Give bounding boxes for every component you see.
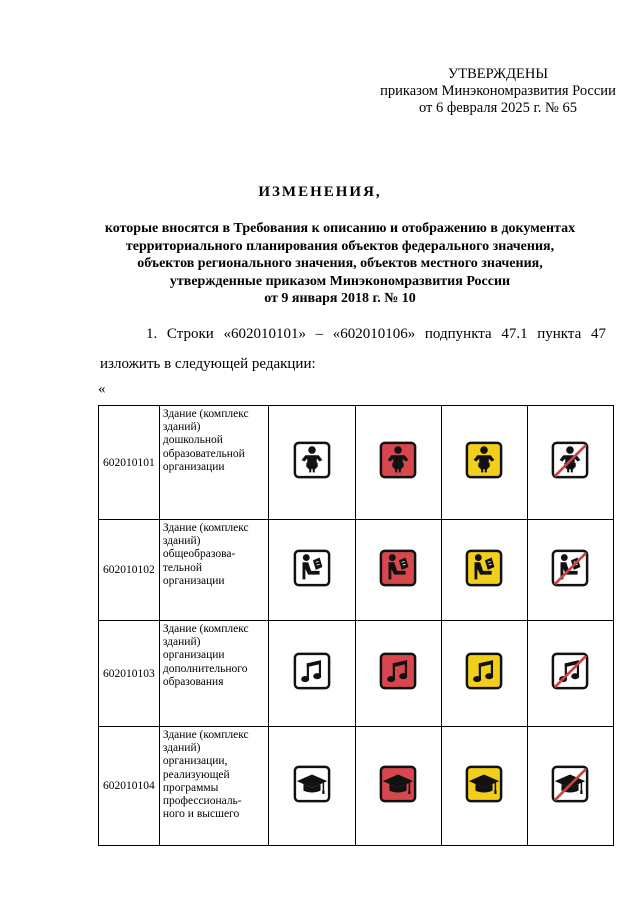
symbol-cell-white [269,520,355,621]
description-line: Здание (комплекс [162,408,249,420]
graduation-cap-icon [551,765,589,803]
description-line: дошкольной [162,434,223,447]
reading-pupil-icon [379,549,417,587]
music-note-icon [379,652,417,690]
description-line: зданий) [162,636,201,649]
object-code: 602010101 [99,406,160,520]
symbol-cell-red [355,520,441,621]
symbol-cell-white [269,406,355,520]
object-description [159,621,269,727]
symbol-cell-crossed [527,621,613,727]
paragraph-word: – [315,326,324,342]
table-row [99,406,614,520]
table-row [99,520,614,621]
subtitle-line: территориального планирования объектов федерального значения, [125,238,555,254]
object-description [159,406,269,520]
paragraph-word: «602010101» [223,326,306,342]
graduation-cap-icon [465,765,503,803]
subtitle-line: от 9 января 2018 г. № 10 [264,291,416,306]
paragraph-word: пункта [537,326,582,342]
object-code: 602010102 [99,520,160,621]
subtitle-line: которые вносятся в Требования к описанию и отображению в документах [104,221,576,236]
symbol-cell-crossed [527,520,613,621]
open-quote: « [98,381,106,397]
music-note-icon [293,652,331,690]
description-line: организации [162,460,225,473]
symbol-cell-red [355,406,441,520]
baby-icon [293,441,331,479]
description-line: реализующей [162,768,230,781]
paragraph-word: 47.1 [501,326,528,342]
description-line: программы [162,781,219,794]
subtitle-line: объектов регионального значения, объектов местного значения, [137,256,543,271]
symbol-cell-crossed [527,406,613,520]
description-line: дополнительного [162,662,248,675]
description-line: Здание (комплекс [162,623,249,635]
description-line: зданий) [162,742,201,755]
symbol-cell-yellow [441,621,527,727]
description-line: образовательной [162,447,245,460]
object-description [159,520,269,621]
music-note-icon [465,652,503,690]
symbol-cell-white [269,621,355,727]
symbol-cell-yellow [441,727,527,846]
description-line: организации [162,649,225,662]
music-note-icon [551,652,589,690]
description-line: Здание (комплекс [162,729,249,741]
reading-pupil-icon [551,549,589,587]
description-line: образования [162,675,224,688]
description-line: организации [162,574,225,587]
approval-title: УТВЕРЖДЕНЫ [447,66,549,82]
description-line: зданий) [162,421,201,434]
object-code: 602010103 [99,621,160,727]
symbol-cell-red [355,727,441,846]
graduation-cap-icon [293,765,331,803]
graduation-cap-icon [379,765,417,803]
approval-date: от 6 февраля 2025 г. № 65 [418,100,578,116]
paragraph-number: 1. [146,326,158,342]
description-line: профессиональ- [162,795,242,808]
document-subtitle [80,220,600,308]
table-row [99,727,614,846]
symbols-table [98,405,614,846]
approval-order: приказом Минэкономразвития России [380,83,616,99]
paragraph-word: Строки [166,326,214,342]
baby-icon [551,441,589,479]
symbol-cell-yellow [441,520,527,621]
symbol-cell-crossed [527,727,613,846]
object-description [159,727,269,846]
paragraph-line-2: изложить в следующей редакции: [100,356,316,372]
paragraph-word: «602010106» [332,326,416,342]
baby-icon [465,441,503,479]
approval-block [368,66,628,117]
description-line: Здание (комплекс [162,522,249,534]
table-row [99,621,614,727]
document-title: ИЗМЕНЕНИЯ, [258,184,382,200]
subtitle-line: утвержденные приказом Минэкономразвития России [169,273,511,289]
reading-pupil-icon [293,549,331,587]
paragraph-word: подпункта [424,326,492,342]
description-line: ного и высшего [162,808,240,821]
paragraph-line-1 [146,326,606,343]
baby-icon [379,441,417,479]
description-line: тельной [162,561,203,574]
object-code: 602010104 [99,727,160,846]
symbol-cell-yellow [441,406,527,520]
paragraph-word: 47 [590,326,606,342]
symbol-cell-red [355,621,441,727]
reading-pupil-icon [465,549,503,587]
description-line: зданий) [162,535,201,548]
description-line: общеобразова- [162,548,236,561]
description-line: организации, [162,755,228,768]
symbol-cell-white [269,727,355,846]
